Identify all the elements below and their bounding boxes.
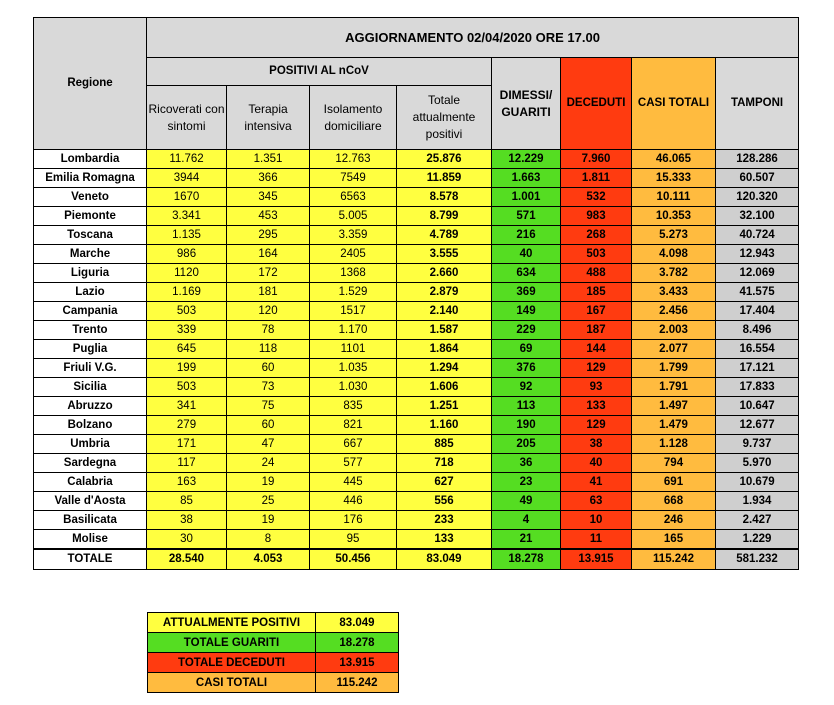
table-row: [34, 492, 799, 511]
isolamento-cell: 667: [310, 435, 397, 454]
casi-totali-cell: 15.333: [632, 169, 716, 188]
summary-value: 83.049: [316, 613, 399, 633]
deceduti-cell: 532: [561, 188, 632, 207]
dimessi-cell: 69: [492, 340, 561, 359]
tamponi-cell: 1.934: [716, 492, 799, 511]
tamponi-cell: 120.320: [716, 188, 799, 207]
totale-positivi-cell: 3.555: [397, 245, 492, 264]
deceduti-cell: 1.811: [561, 169, 632, 188]
deceduti-cell: 503: [561, 245, 632, 264]
deceduti-cell: 983: [561, 207, 632, 226]
casi-totali-cell: 115.242: [632, 549, 716, 570]
terapia-cell: 181: [227, 283, 310, 302]
ricoverati-cell: 1.135: [147, 226, 227, 245]
col-header-casi-totali: CASI TOTALI: [632, 58, 716, 150]
dimessi-cell: 149: [492, 302, 561, 321]
deceduti-cell: 11: [561, 530, 632, 550]
ricoverati-cell: 3944: [147, 169, 227, 188]
table-row: [34, 302, 799, 321]
deceduti-cell: 41: [561, 473, 632, 492]
deceduti-cell: 40: [561, 454, 632, 473]
totale-positivi-cell: 83.049: [397, 549, 492, 570]
tamponi-cell: 16.554: [716, 340, 799, 359]
table-row: [34, 530, 799, 550]
deceduti-cell: 93: [561, 378, 632, 397]
summary-row: [148, 633, 399, 653]
table-row: [34, 188, 799, 207]
col-header-ricoverati: Ricoverati con sintomi: [147, 86, 227, 150]
terapia-cell: 47: [227, 435, 310, 454]
regione-cell: Lombardia: [34, 150, 147, 169]
totale-positivi-cell: 2.660: [397, 264, 492, 283]
table-row: [34, 378, 799, 397]
dimessi-cell: 12.229: [492, 150, 561, 169]
deceduti-cell: 167: [561, 302, 632, 321]
regione-cell: Valle d'Aosta: [34, 492, 147, 511]
update-title: AGGIORNAMENTO 02/04/2020 ORE 17.00: [147, 18, 799, 58]
table-row: [34, 245, 799, 264]
deceduti-cell: 10: [561, 511, 632, 530]
terapia-cell: 345: [227, 188, 310, 207]
casi-totali-cell: 1.799: [632, 359, 716, 378]
casi-totali-cell: 1.128: [632, 435, 716, 454]
deceduti-cell: 187: [561, 321, 632, 340]
isolamento-cell: 176: [310, 511, 397, 530]
terapia-cell: 8: [227, 530, 310, 550]
table-row: [34, 150, 799, 169]
tamponi-cell: 10.647: [716, 397, 799, 416]
ricoverati-cell: 1.169: [147, 283, 227, 302]
tamponi-cell: 9.737: [716, 435, 799, 454]
regional-data-table: [33, 17, 799, 570]
dimessi-cell: 369: [492, 283, 561, 302]
ricoverati-cell: 3.341: [147, 207, 227, 226]
regione-cell: Puglia: [34, 340, 147, 359]
ricoverati-cell: 171: [147, 435, 227, 454]
terapia-cell: 4.053: [227, 549, 310, 570]
totale-positivi-cell: 133: [397, 530, 492, 550]
totale-positivi-cell: 2.140: [397, 302, 492, 321]
table-row: [34, 397, 799, 416]
totale-positivi-cell: 1.587: [397, 321, 492, 340]
table-body: [34, 150, 799, 570]
table-row: [34, 321, 799, 340]
summary-row: [148, 613, 399, 633]
deceduti-cell: 268: [561, 226, 632, 245]
tamponi-cell: 17.833: [716, 378, 799, 397]
table-row: [34, 264, 799, 283]
ricoverati-cell: 117: [147, 454, 227, 473]
table-row: [34, 226, 799, 245]
ricoverati-cell: 1670: [147, 188, 227, 207]
totale-positivi-cell: 885: [397, 435, 492, 454]
tamponi-cell: 5.970: [716, 454, 799, 473]
ricoverati-cell: 85: [147, 492, 227, 511]
table-row: [34, 416, 799, 435]
totale-positivi-cell: 8.578: [397, 188, 492, 207]
dimessi-cell: 113: [492, 397, 561, 416]
summary-row: [148, 673, 399, 693]
table-row: [34, 511, 799, 530]
deceduti-cell: 133: [561, 397, 632, 416]
tamponi-cell: 2.427: [716, 511, 799, 530]
tamponi-cell: 581.232: [716, 549, 799, 570]
ricoverati-cell: 28.540: [147, 549, 227, 570]
regione-cell: TOTALE: [34, 549, 147, 570]
casi-totali-cell: 1.479: [632, 416, 716, 435]
col-header-dimessi: DIMESSI/ GUARITI: [492, 58, 561, 150]
totale-positivi-cell: 2.879: [397, 283, 492, 302]
table-row: [34, 435, 799, 454]
tamponi-cell: 128.286: [716, 150, 799, 169]
dimessi-cell: 229: [492, 321, 561, 340]
casi-totali-cell: 2.077: [632, 340, 716, 359]
terapia-cell: 19: [227, 511, 310, 530]
dimessi-cell: 4: [492, 511, 561, 530]
isolamento-cell: 50.456: [310, 549, 397, 570]
isolamento-cell: 95: [310, 530, 397, 550]
terapia-cell: 118: [227, 340, 310, 359]
positivi-group-header: POSITIVI AL nCoV: [147, 58, 492, 86]
deceduti-cell: 185: [561, 283, 632, 302]
isolamento-cell: 1517: [310, 302, 397, 321]
totale-positivi-cell: 556: [397, 492, 492, 511]
terapia-cell: 164: [227, 245, 310, 264]
isolamento-cell: 1368: [310, 264, 397, 283]
isolamento-cell: 1.529: [310, 283, 397, 302]
isolamento-cell: 1.035: [310, 359, 397, 378]
deceduti-cell: 13.915: [561, 549, 632, 570]
isolamento-cell: 6563: [310, 188, 397, 207]
isolamento-cell: 821: [310, 416, 397, 435]
regione-cell: Trento: [34, 321, 147, 340]
regione-cell: Campania: [34, 302, 147, 321]
regione-cell: Molise: [34, 530, 147, 550]
ricoverati-cell: 199: [147, 359, 227, 378]
casi-totali-cell: 1.791: [632, 378, 716, 397]
tamponi-cell: 32.100: [716, 207, 799, 226]
table-row: [34, 473, 799, 492]
isolamento-cell: 7549: [310, 169, 397, 188]
casi-totali-cell: 668: [632, 492, 716, 511]
regione-cell: Umbria: [34, 435, 147, 454]
ricoverati-cell: 163: [147, 473, 227, 492]
tamponi-cell: 12.943: [716, 245, 799, 264]
terapia-cell: 453: [227, 207, 310, 226]
summary-value: 13.915: [316, 653, 399, 673]
totale-positivi-cell: 1.864: [397, 340, 492, 359]
ricoverati-cell: 279: [147, 416, 227, 435]
terapia-cell: 75: [227, 397, 310, 416]
casi-totali-cell: 4.098: [632, 245, 716, 264]
tamponi-cell: 12.677: [716, 416, 799, 435]
terapia-cell: 60: [227, 359, 310, 378]
casi-totali-cell: 10.353: [632, 207, 716, 226]
terapia-cell: 60: [227, 416, 310, 435]
col-header-terapia: Terapia intensiva: [227, 86, 310, 150]
ricoverati-cell: 339: [147, 321, 227, 340]
deceduti-cell: 38: [561, 435, 632, 454]
casi-totali-cell: 1.497: [632, 397, 716, 416]
isolamento-cell: 3.359: [310, 226, 397, 245]
regione-cell: Basilicata: [34, 511, 147, 530]
tamponi-cell: 12.069: [716, 264, 799, 283]
dimessi-cell: 40: [492, 245, 561, 264]
dimessi-cell: 18.278: [492, 549, 561, 570]
tamponi-cell: 1.229: [716, 530, 799, 550]
terapia-cell: 78: [227, 321, 310, 340]
table-row: [34, 359, 799, 378]
tamponi-cell: 17.121: [716, 359, 799, 378]
regione-cell: Sicilia: [34, 378, 147, 397]
deceduti-cell: 129: [561, 359, 632, 378]
terapia-cell: 24: [227, 454, 310, 473]
dimessi-cell: 205: [492, 435, 561, 454]
col-header-isolamento: Isolamento domiciliare: [310, 86, 397, 150]
dimessi-cell: 23: [492, 473, 561, 492]
isolamento-cell: 835: [310, 397, 397, 416]
casi-totali-cell: 691: [632, 473, 716, 492]
totale-positivi-cell: 8.799: [397, 207, 492, 226]
ricoverati-cell: 30: [147, 530, 227, 550]
regione-cell: Marche: [34, 245, 147, 264]
dimessi-cell: 49: [492, 492, 561, 511]
deceduti-cell: 488: [561, 264, 632, 283]
regione-cell: Friuli V.G.: [34, 359, 147, 378]
totale-positivi-cell: 25.876: [397, 150, 492, 169]
table-row: [34, 169, 799, 188]
table-row: [34, 340, 799, 359]
tamponi-cell: 8.496: [716, 321, 799, 340]
summary-label: CASI TOTALI: [148, 673, 316, 693]
regione-cell: Emilia Romagna: [34, 169, 147, 188]
totale-positivi-cell: 11.859: [397, 169, 492, 188]
deceduti-cell: 144: [561, 340, 632, 359]
regione-cell: Lazio: [34, 283, 147, 302]
totale-positivi-cell: 718: [397, 454, 492, 473]
isolamento-cell: 2405: [310, 245, 397, 264]
regione-cell: Toscana: [34, 226, 147, 245]
dimessi-cell: 36: [492, 454, 561, 473]
tamponi-cell: 10.679: [716, 473, 799, 492]
table-row: [34, 283, 799, 302]
casi-totali-cell: 165: [632, 530, 716, 550]
col-header-deceduti: DECEDUTI: [561, 58, 632, 150]
summary-table: [147, 612, 399, 693]
summary-label: TOTALE GUARITI: [148, 633, 316, 653]
summary-value: 115.242: [316, 673, 399, 693]
casi-totali-cell: 2.456: [632, 302, 716, 321]
isolamento-cell: 1101: [310, 340, 397, 359]
col-header-regione: Regione: [34, 18, 147, 150]
regione-cell: Veneto: [34, 188, 147, 207]
isolamento-cell: 1.030: [310, 378, 397, 397]
isolamento-cell: 12.763: [310, 150, 397, 169]
deceduti-cell: 129: [561, 416, 632, 435]
tamponi-cell: 40.724: [716, 226, 799, 245]
ricoverati-cell: 341: [147, 397, 227, 416]
table-row: [34, 454, 799, 473]
terapia-cell: 25: [227, 492, 310, 511]
dimessi-cell: 92: [492, 378, 561, 397]
ricoverati-cell: 645: [147, 340, 227, 359]
tamponi-cell: 60.507: [716, 169, 799, 188]
dimessi-cell: 571: [492, 207, 561, 226]
summary-label: ATTUALMENTE POSITIVI: [148, 613, 316, 633]
casi-totali-cell: 2.003: [632, 321, 716, 340]
isolamento-cell: 445: [310, 473, 397, 492]
casi-totali-cell: 246: [632, 511, 716, 530]
terapia-cell: 19: [227, 473, 310, 492]
tamponi-cell: 17.404: [716, 302, 799, 321]
totale-positivi-cell: 1.294: [397, 359, 492, 378]
deceduti-cell: 7.960: [561, 150, 632, 169]
ricoverati-cell: 503: [147, 378, 227, 397]
terapia-cell: 120: [227, 302, 310, 321]
totals-row: [34, 549, 799, 570]
table-row: [34, 207, 799, 226]
dimessi-cell: 21: [492, 530, 561, 550]
isolamento-cell: 577: [310, 454, 397, 473]
isolamento-cell: 5.005: [310, 207, 397, 226]
dimessi-cell: 1.001: [492, 188, 561, 207]
terapia-cell: 1.351: [227, 150, 310, 169]
ricoverati-cell: 38: [147, 511, 227, 530]
summary-value: 18.278: [316, 633, 399, 653]
ricoverati-cell: 503: [147, 302, 227, 321]
isolamento-cell: 1.170: [310, 321, 397, 340]
col-header-tamponi: TAMPONI: [716, 58, 799, 150]
dimessi-cell: 190: [492, 416, 561, 435]
summary-label: TOTALE DECEDUTI: [148, 653, 316, 673]
isolamento-cell: 446: [310, 492, 397, 511]
terapia-cell: 366: [227, 169, 310, 188]
totale-positivi-cell: 1.160: [397, 416, 492, 435]
summary-row: [148, 653, 399, 673]
casi-totali-cell: 5.273: [632, 226, 716, 245]
regione-cell: Piemonte: [34, 207, 147, 226]
regione-cell: Liguria: [34, 264, 147, 283]
terapia-cell: 295: [227, 226, 310, 245]
totale-positivi-cell: 4.789: [397, 226, 492, 245]
totale-positivi-cell: 233: [397, 511, 492, 530]
dimessi-cell: 1.663: [492, 169, 561, 188]
tamponi-cell: 41.575: [716, 283, 799, 302]
casi-totali-cell: 46.065: [632, 150, 716, 169]
casi-totali-cell: 3.433: [632, 283, 716, 302]
casi-totali-cell: 794: [632, 454, 716, 473]
deceduti-cell: 63: [561, 492, 632, 511]
dimessi-cell: 376: [492, 359, 561, 378]
ricoverati-cell: 986: [147, 245, 227, 264]
dimessi-cell: 634: [492, 264, 561, 283]
casi-totali-cell: 10.111: [632, 188, 716, 207]
ricoverati-cell: 11.762: [147, 150, 227, 169]
regione-cell: Calabria: [34, 473, 147, 492]
totale-positivi-cell: 627: [397, 473, 492, 492]
casi-totali-cell: 3.782: [632, 264, 716, 283]
totale-positivi-cell: 1.606: [397, 378, 492, 397]
regione-cell: Abruzzo: [34, 397, 147, 416]
ricoverati-cell: 1120: [147, 264, 227, 283]
dimessi-cell: 216: [492, 226, 561, 245]
regione-cell: Bolzano: [34, 416, 147, 435]
terapia-cell: 172: [227, 264, 310, 283]
col-header-totale-positivi: Totale attualmente positivi: [397, 86, 492, 150]
totale-positivi-cell: 1.251: [397, 397, 492, 416]
regione-cell: Sardegna: [34, 454, 147, 473]
terapia-cell: 73: [227, 378, 310, 397]
